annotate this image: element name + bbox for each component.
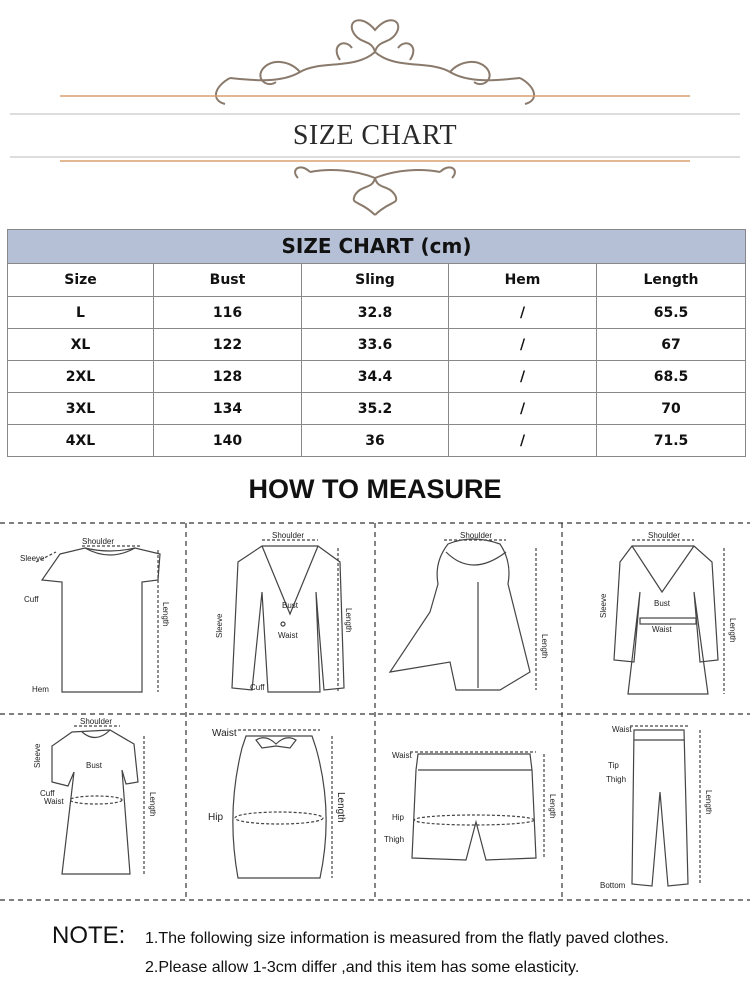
waist-label: Waist <box>212 728 237 739</box>
table-cell: / <box>449 425 597 457</box>
thigh-label: Thigh <box>384 835 405 844</box>
table-row <box>8 425 746 457</box>
table-cell: 116 <box>154 297 302 329</box>
waist-label: Waist <box>612 725 632 734</box>
length-label: Length <box>540 634 549 659</box>
table-cell: / <box>449 297 597 329</box>
length-label: Length <box>148 792 157 817</box>
trousers-diagram <box>630 726 700 886</box>
length-label: Length <box>704 790 713 815</box>
table-cell: L <box>8 297 154 329</box>
bust-label: Bust <box>282 601 299 610</box>
waist-label: Waist <box>278 631 298 640</box>
table-row <box>8 393 746 425</box>
shoulder-label: Shoulder <box>80 717 113 726</box>
table-cell: 2XL <box>8 361 154 393</box>
measure-diagrams <box>0 522 750 904</box>
sleeve-label: Sleeve <box>599 593 608 618</box>
table-cell: / <box>449 393 597 425</box>
shorts-diagram <box>410 752 544 860</box>
table-cell: 3XL <box>8 393 154 425</box>
table-cell: 35.2 <box>302 393 449 425</box>
table-cell: 122 <box>154 329 302 361</box>
note-line: 1.The following size information is measured from the flatly paved clothes. <box>145 930 669 947</box>
table-caption: SIZE CHART (cm) <box>7 229 746 263</box>
table-cell: 65.5 <box>597 297 746 329</box>
table-cell: 140 <box>154 425 302 457</box>
table-cell: 33.6 <box>302 329 449 361</box>
table-cell: 32.8 <box>302 297 449 329</box>
blazer-diagram <box>232 540 344 692</box>
bust-label: Bust <box>654 599 671 608</box>
cuff-label: Cuff <box>24 595 39 604</box>
bottom-label: Bottom <box>600 881 626 890</box>
length-label: Length <box>161 602 170 627</box>
how-to-measure-title: HOW TO MEASURE <box>248 474 502 504</box>
sleeve-label: Sleeve <box>33 743 42 768</box>
column-header: Hem <box>449 264 597 297</box>
waist-label: Waist <box>652 625 672 634</box>
note-label: NOTE: <box>52 922 126 949</box>
cuff-label: Cuff <box>250 683 265 692</box>
table-row <box>8 361 746 393</box>
note-line: 2.Please allow 1-3cm differ ,and this item has some elasticity. <box>145 959 580 976</box>
table-cell: / <box>449 361 597 393</box>
size-table <box>7 229 746 457</box>
tip-label: Tip <box>608 761 619 770</box>
table-cell: / <box>449 329 597 361</box>
table-cell: 4XL <box>8 425 154 457</box>
tshirt-diagram <box>36 546 160 692</box>
hem-label: Hem <box>32 685 49 694</box>
shoulder-label: Shoulder <box>460 531 493 540</box>
length-label: Length <box>548 794 557 819</box>
header-ornament <box>0 0 750 225</box>
table-cell: 68.5 <box>597 361 746 393</box>
column-header: Length <box>597 264 746 297</box>
trench-coat-diagram <box>614 540 724 694</box>
length-label: Length <box>728 618 737 643</box>
sleeve-label: Sleeve <box>215 613 224 638</box>
table-cell: 34.4 <box>302 361 449 393</box>
column-header: Sling <box>302 264 449 297</box>
table-cell: XL <box>8 329 154 361</box>
table-cell: 70 <box>597 393 746 425</box>
hooded-coat-diagram <box>390 539 536 690</box>
dress-diagram <box>52 726 144 874</box>
cuff-label: Cuff <box>40 789 55 798</box>
column-header: Bust <box>154 264 302 297</box>
sleeve-label: Sleeve <box>20 554 45 563</box>
shoulder-label: Shoulder <box>272 531 305 540</box>
skirt-diagram <box>233 730 332 878</box>
table-header-row <box>8 264 746 297</box>
page-title: SIZE CHART <box>292 120 458 151</box>
table-cell: 71.5 <box>597 425 746 457</box>
thigh-label: Thigh <box>606 775 627 784</box>
bust-label: Bust <box>86 761 103 770</box>
column-header: Size <box>8 264 154 297</box>
hip-label: Hip <box>208 812 224 823</box>
table-row <box>8 297 746 329</box>
shoulder-label: Shoulder <box>648 531 681 540</box>
table-cell: 134 <box>154 393 302 425</box>
length-label: Length <box>344 608 353 633</box>
table-cell: 67 <box>597 329 746 361</box>
hip-label: Hip <box>392 813 405 822</box>
waist-label: Waist <box>392 751 412 760</box>
table-cell: 36 <box>302 425 449 457</box>
table-row <box>8 329 746 361</box>
shoulder-label: Shoulder <box>82 537 115 546</box>
waist-label: Waist <box>44 797 64 806</box>
length-label: Length <box>335 792 346 823</box>
table-cell: 128 <box>154 361 302 393</box>
